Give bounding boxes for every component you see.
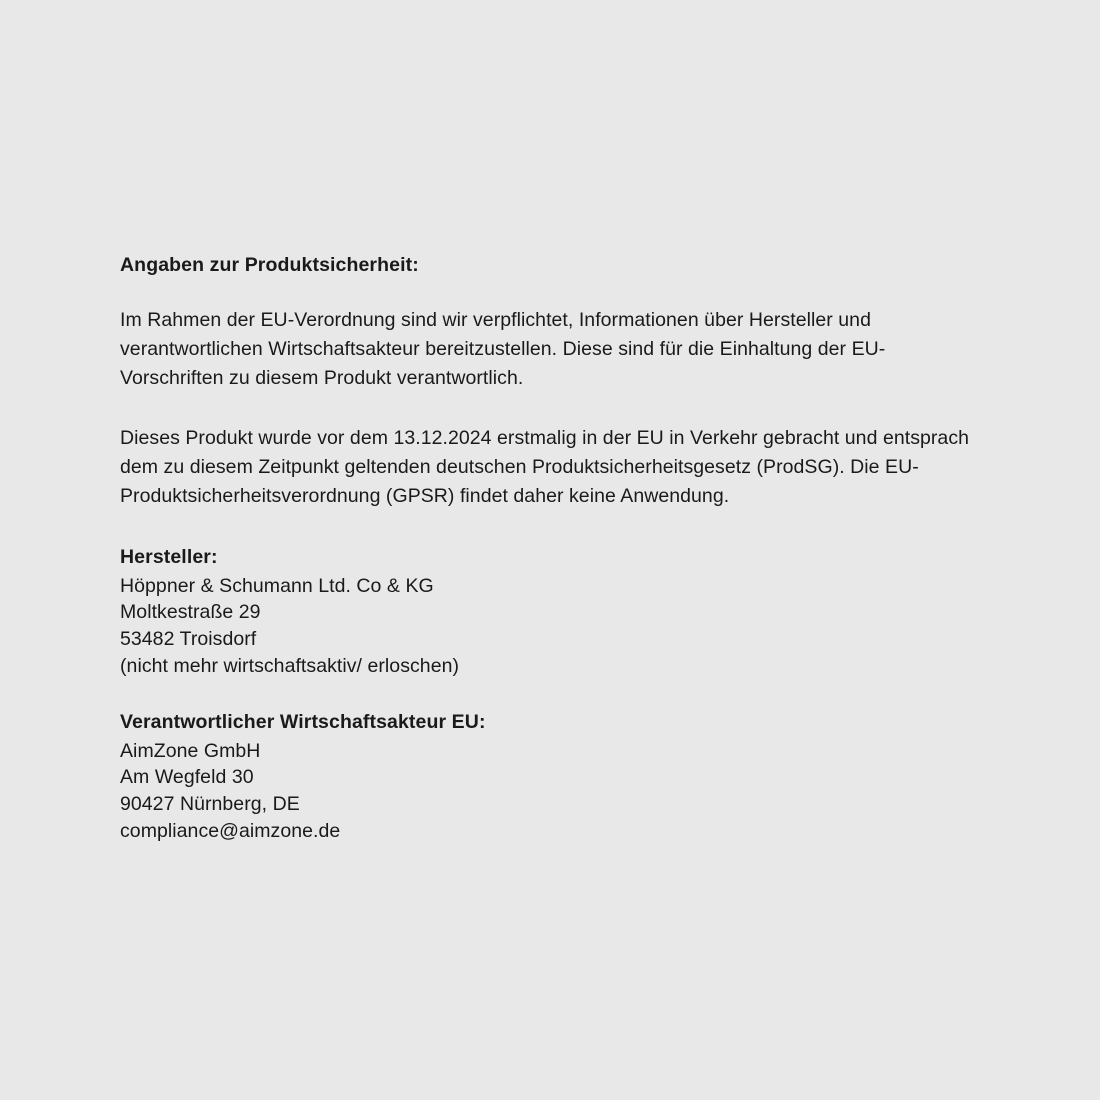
document-content	[120, 252, 1000, 874]
responsible-operator-city: 90427 Nürnberg, DE	[120, 793, 300, 816]
intro-paragraph: Im Rahmen der EU-Verordnung sind wir verpflichtet, Informationen über Hersteller und verantwortlichen Wirtschaftsakteur bereitzustellen. Diese sind für die Einhaltung der EU-Vorschriften zu diesem Produkt verantwortlich.	[120, 309, 886, 389]
manufacturer-name: Höppner & Schumann Ltd. Co & KG	[120, 574, 434, 597]
page-title: Angaben zur Produktsicherheit:	[120, 254, 419, 276]
manufacturer-title: Hersteller:	[120, 546, 218, 569]
gpsr-exemption-paragraph: Dieses Produkt wurde vor dem 13.12.2024 erstmalig in der EU in Verkehr gebracht und entsprach dem zu diesem Zeitpunkt geltenden deutschen Produktsicherheitsgesetz (ProdSG). Die EU-Produktsicherheitsverordnung (GPSR) findet daher keine Anwendung.	[120, 427, 970, 507]
manufacturer-status-note: (nicht mehr wirtschaftsaktiv/ erloschen)	[120, 654, 460, 677]
responsible-operator-block	[120, 709, 1000, 844]
responsible-operator-name: AimZone GmbH	[120, 739, 261, 762]
manufacturer-street: Moltkestraße 29	[120, 601, 261, 624]
manufacturer-block	[120, 544, 1000, 679]
responsible-operator-email: compliance@aimzone.de	[120, 819, 341, 842]
responsible-operator-street: Am Wegfeld 30	[120, 766, 254, 789]
manufacturer-city: 53482 Troisdorf	[120, 627, 257, 650]
responsible-operator-title: Verantwortlicher Wirtschaftsakteur EU:	[120, 711, 486, 734]
